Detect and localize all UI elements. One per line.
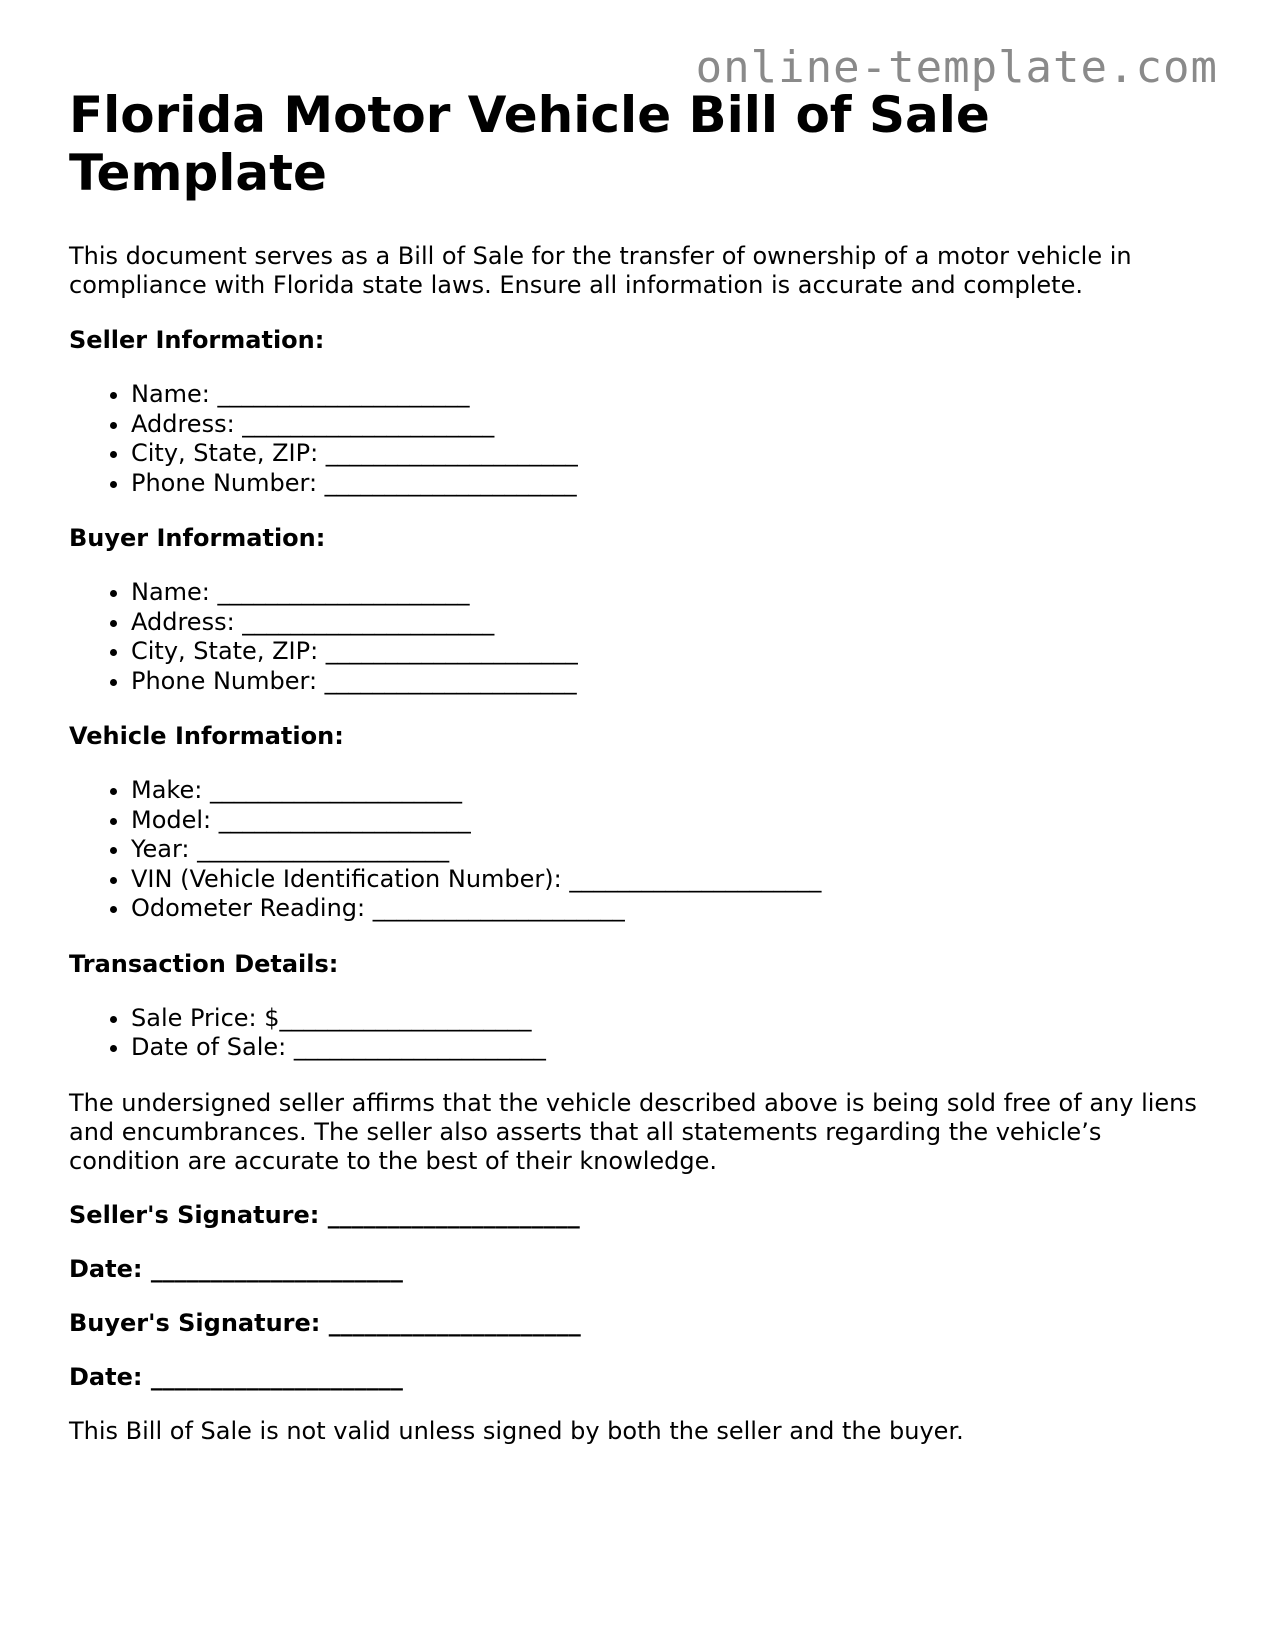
buyer-field-list (69, 578, 1209, 696)
vehicle-year-field: • Year: _____________________ (131, 835, 1209, 865)
seller-date-line: Date: _____________________ (69, 1254, 403, 1283)
transaction-section-heading: Transaction Details: (69, 949, 339, 978)
buyer-signature-line: Buyer's Signature: _____________________ (69, 1308, 581, 1337)
seller-affirmation-paragraph: The undersigned seller affirms that the vehicle described above is being sold free of any liens and encumbrances. The seller also asserts that all statements regarding the vehicle’s condition are accurate to the best of their knowledge. (69, 1088, 1197, 1175)
document-page (69, 86, 1209, 1446)
vehicle-odometer-field: • Odometer Reading: _____________________ (131, 894, 1209, 924)
validity-note: This Bill of Sale is not valid unless signed by both the seller and the buyer. (69, 1416, 964, 1445)
buyer-name-field: • Name: _____________________ (131, 578, 1209, 608)
vehicle-vin-field: • VIN (Vehicle Identification Number): _____________________ (131, 865, 1209, 895)
seller-name-field: • Name: _____________________ (131, 380, 1209, 410)
seller-phone-field: • Phone Number: _____________________ (131, 469, 1209, 499)
intro-paragraph: This document serves as a Bill of Sale for the transfer of ownership of a motor vehicle in compliance with Florida state laws. Ensure all information is accurate and complete. (69, 242, 1132, 299)
date-of-sale-field: • Date of Sale: _____________________ (131, 1033, 1209, 1063)
buyer-date-line: Date: _____________________ (69, 1362, 403, 1391)
buyer-phone-field: • Phone Number: _____________________ (131, 667, 1209, 697)
seller-section-heading: Seller Information: (69, 326, 325, 354)
sale-price-field: • Sale Price: $_____________________ (131, 1004, 1209, 1034)
seller-field-list (69, 380, 1209, 498)
buyer-city-state-zip-field: • City, State, ZIP: _____________________ (131, 637, 1209, 667)
vehicle-model-field: • Model: _____________________ (131, 806, 1209, 836)
seller-signature-line: Seller's Signature: _____________________ (69, 1200, 580, 1229)
buyer-address-field: • Address: _____________________ (131, 608, 1209, 638)
page-title: Florida Motor Vehicle Bill of Sale Template (69, 86, 990, 202)
vehicle-field-list (69, 776, 1209, 924)
vehicle-make-field: • Make: _____________________ (131, 776, 1209, 806)
watermark: online-template.com (695, 42, 1218, 93)
transaction-field-list (69, 1004, 1209, 1063)
seller-address-field: • Address: _____________________ (131, 410, 1209, 440)
seller-city-state-zip-field: • City, State, ZIP: _____________________ (131, 439, 1209, 469)
vehicle-section-heading: Vehicle Information: (69, 722, 344, 750)
buyer-section-heading: Buyer Information: (69, 524, 326, 552)
